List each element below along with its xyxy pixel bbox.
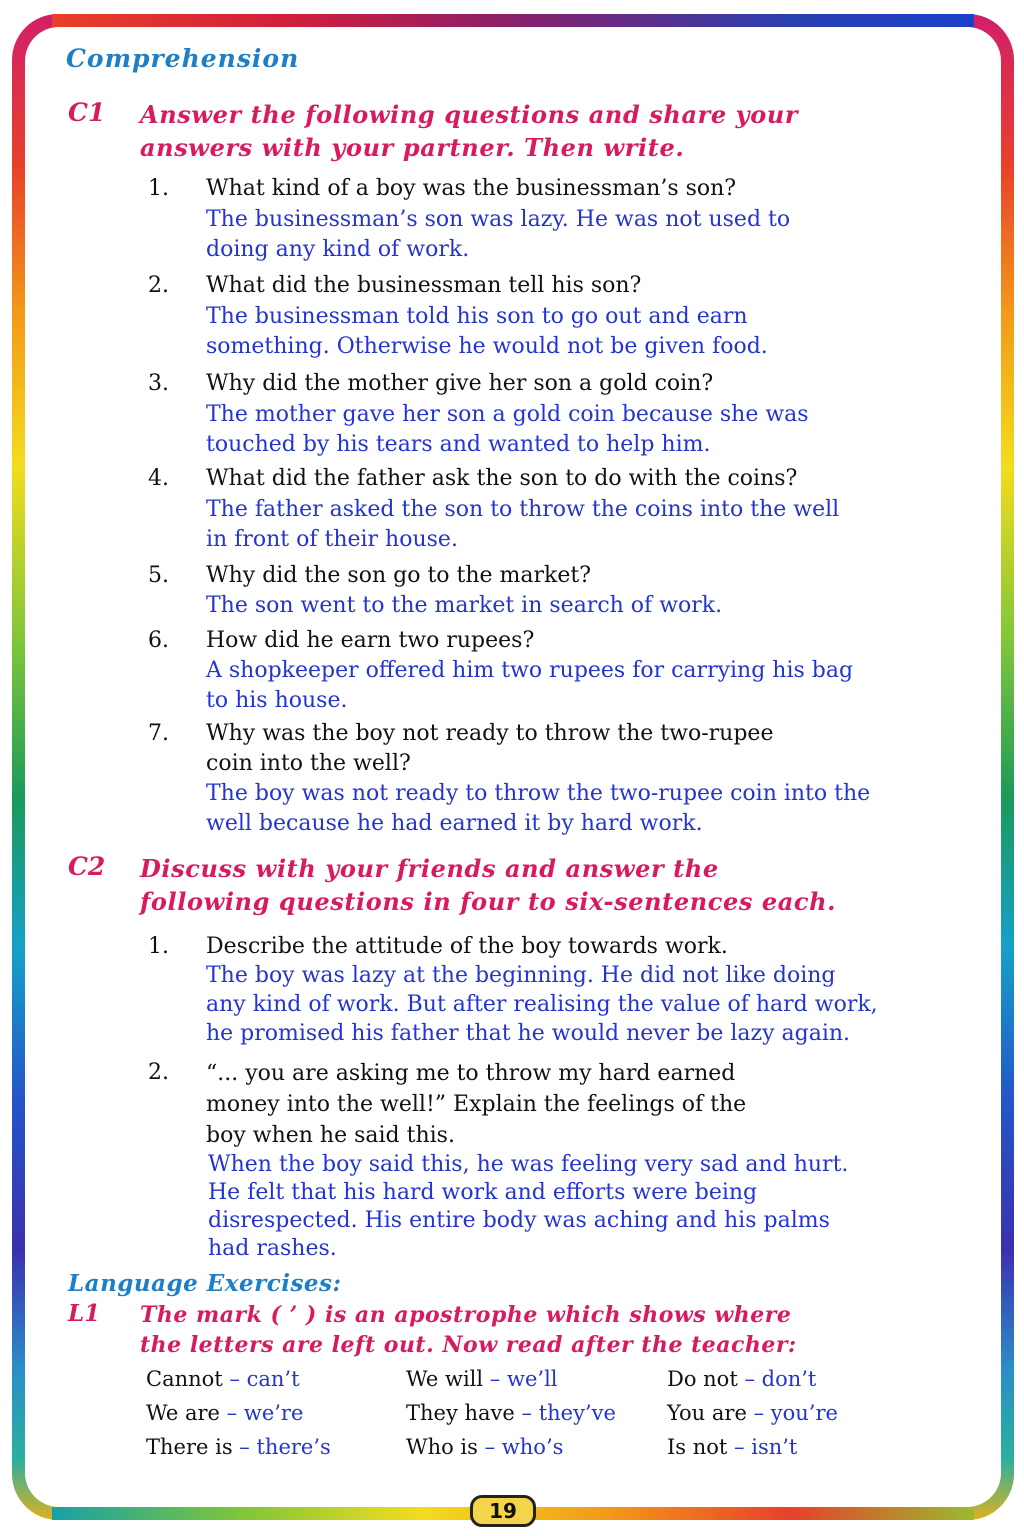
question-line: “... you are asking me to throw my hard earned <box>206 1061 736 1086</box>
c2-instruction-line: following questions in four to six-sentences each. <box>140 887 837 916</box>
contraction: we’ll <box>506 1367 558 1391</box>
frame-top-bar <box>52 14 974 27</box>
answer-line: The father asked the son to throw the coins into the well <box>206 497 840 522</box>
l1-code: L1 <box>68 1300 101 1327</box>
full-form: We will <box>406 1367 484 1391</box>
c2-instruction-line: Discuss with your friends and answer the <box>140 854 719 883</box>
answer-text <box>206 302 906 362</box>
question-line: What kind of a boy was the businessman’s son? <box>206 176 737 201</box>
question-text <box>206 719 866 779</box>
question-number: 6. <box>148 628 169 653</box>
contraction: isn’t <box>751 1435 798 1459</box>
c1-code: C1 <box>68 98 106 127</box>
answer-line: doing any kind of work. <box>206 237 470 262</box>
answer-text <box>206 656 906 716</box>
answer-line: The businessman told his son to go out and earn <box>206 304 748 329</box>
full-form: Who is <box>406 1435 478 1459</box>
answer-text <box>206 205 906 265</box>
answer-line: When the boy said this, he was feeling very sad and hurt. <box>208 1152 849 1177</box>
contraction: who’s <box>501 1435 564 1459</box>
contraction: you’re <box>770 1401 838 1425</box>
answer-line: any kind of work. But after realising the value of hard work, <box>206 992 878 1017</box>
question-text <box>206 626 866 656</box>
question-text <box>206 561 866 591</box>
question-text <box>206 1058 866 1151</box>
question-line: boy when he said this. <box>206 1123 455 1148</box>
question-text <box>206 271 866 301</box>
question-number: 2. <box>148 1060 169 1085</box>
question-line: Why did the son go to the market? <box>206 563 592 588</box>
answer-text <box>206 495 906 555</box>
c1-instruction-line: Answer the following questions and share your <box>140 100 799 129</box>
question-text <box>206 369 866 399</box>
answer-line: disrespected. His entire body was aching and his palms <box>208 1208 830 1233</box>
contraction-pair: Who is – who’s <box>406 1435 564 1459</box>
question-line: What did the father ask the son to do with the coins? <box>206 466 798 491</box>
question-number: 7. <box>148 721 169 746</box>
answer-text <box>206 779 906 839</box>
contraction: they’ve <box>538 1401 616 1425</box>
answer-text <box>206 591 906 621</box>
page-number: 19 <box>470 1495 536 1527</box>
answer-line: something. Otherwise he would not be given food. <box>206 334 768 359</box>
l1-instruction-line: the letters are left out. Now read after the teacher: <box>140 1332 797 1358</box>
question-text <box>206 464 866 494</box>
answer-line: to his house. <box>206 688 348 713</box>
answer-text <box>208 1151 908 1263</box>
contraction-pair: You are – you’re <box>667 1401 838 1425</box>
question-line: Why did the mother give her son a gold coin? <box>206 371 714 396</box>
answer-line: had rashes. <box>208 1236 337 1261</box>
question-line: How did he earn two rupees? <box>206 628 535 653</box>
contraction-pair: They have – they’ve <box>406 1401 616 1425</box>
answer-line: A shopkeeper offered him two rupees for carrying his bag <box>206 658 854 683</box>
contraction: we’re <box>243 1401 304 1425</box>
answer-line: The boy was lazy at the beginning. He did not like doing <box>206 963 836 988</box>
question-line: Why was the boy not ready to throw the two-rupee <box>206 721 774 746</box>
language-exercises-heading: Language Exercises: <box>68 1270 342 1297</box>
question-number: 1. <box>148 934 169 959</box>
question-text <box>206 174 866 204</box>
full-form: Is not <box>667 1435 728 1459</box>
answer-line: The mother gave her son a gold coin because she was <box>206 402 809 427</box>
full-form: There is <box>146 1435 233 1459</box>
c2-code: C2 <box>68 852 106 881</box>
answer-line: The son went to the market in search of work. <box>206 593 723 618</box>
answer-line: touched by his tears and wanted to help him. <box>206 432 711 457</box>
answer-text <box>206 400 906 460</box>
comprehension-heading: Comprehension <box>66 44 300 73</box>
answer-text <box>206 961 906 1048</box>
question-number: 4. <box>148 466 169 491</box>
contraction-pair: We are – we’re <box>146 1401 304 1425</box>
answer-line: in front of their house. <box>206 527 458 552</box>
contraction-pair: Cannot – can’t <box>146 1367 300 1391</box>
contraction: don’t <box>761 1367 817 1391</box>
contraction-pair: Is not – isn’t <box>667 1435 798 1459</box>
question-number: 2. <box>148 273 169 298</box>
answer-line: The businessman’s son was lazy. He was not used to <box>206 207 791 232</box>
c2-instruction <box>140 852 836 918</box>
contraction-pair: There is – there’s <box>146 1435 331 1459</box>
question-number: 3. <box>148 371 169 396</box>
answer-line: well because he had earned it by hard work. <box>206 811 703 836</box>
question-number: 1. <box>148 176 169 201</box>
full-form: We are <box>146 1401 220 1425</box>
question-text <box>206 932 866 962</box>
answer-line: He felt that his hard work and efforts were being <box>208 1180 758 1205</box>
full-form: They have <box>406 1401 515 1425</box>
contraction: can’t <box>246 1367 300 1391</box>
l1-instruction <box>140 1300 797 1360</box>
question-line: money into the well!” Explain the feelings of the <box>206 1092 747 1117</box>
answer-line: he promised his father that he would never be lazy again. <box>206 1021 851 1046</box>
full-form: Cannot <box>146 1367 223 1391</box>
contraction-pair: We will – we’ll <box>406 1367 558 1391</box>
c1-instruction <box>140 98 798 164</box>
c1-instruction-line: answers with your partner. Then write. <box>140 133 685 162</box>
l1-instruction-line: The mark ( ’ ) is an apostrophe which shows where <box>140 1302 792 1328</box>
full-form: You are <box>667 1401 747 1425</box>
contraction: there’s <box>256 1435 331 1459</box>
question-line: Describe the attitude of the boy towards work. <box>206 934 728 959</box>
full-form: Do not <box>667 1367 738 1391</box>
answer-line: The boy was not ready to throw the two-rupee coin into the <box>206 781 871 806</box>
question-line: coin into the well? <box>206 751 411 776</box>
contraction-pair: Do not – don’t <box>667 1367 817 1391</box>
question-number: 5. <box>148 563 169 588</box>
question-line: What did the businessman tell his son? <box>206 273 642 298</box>
